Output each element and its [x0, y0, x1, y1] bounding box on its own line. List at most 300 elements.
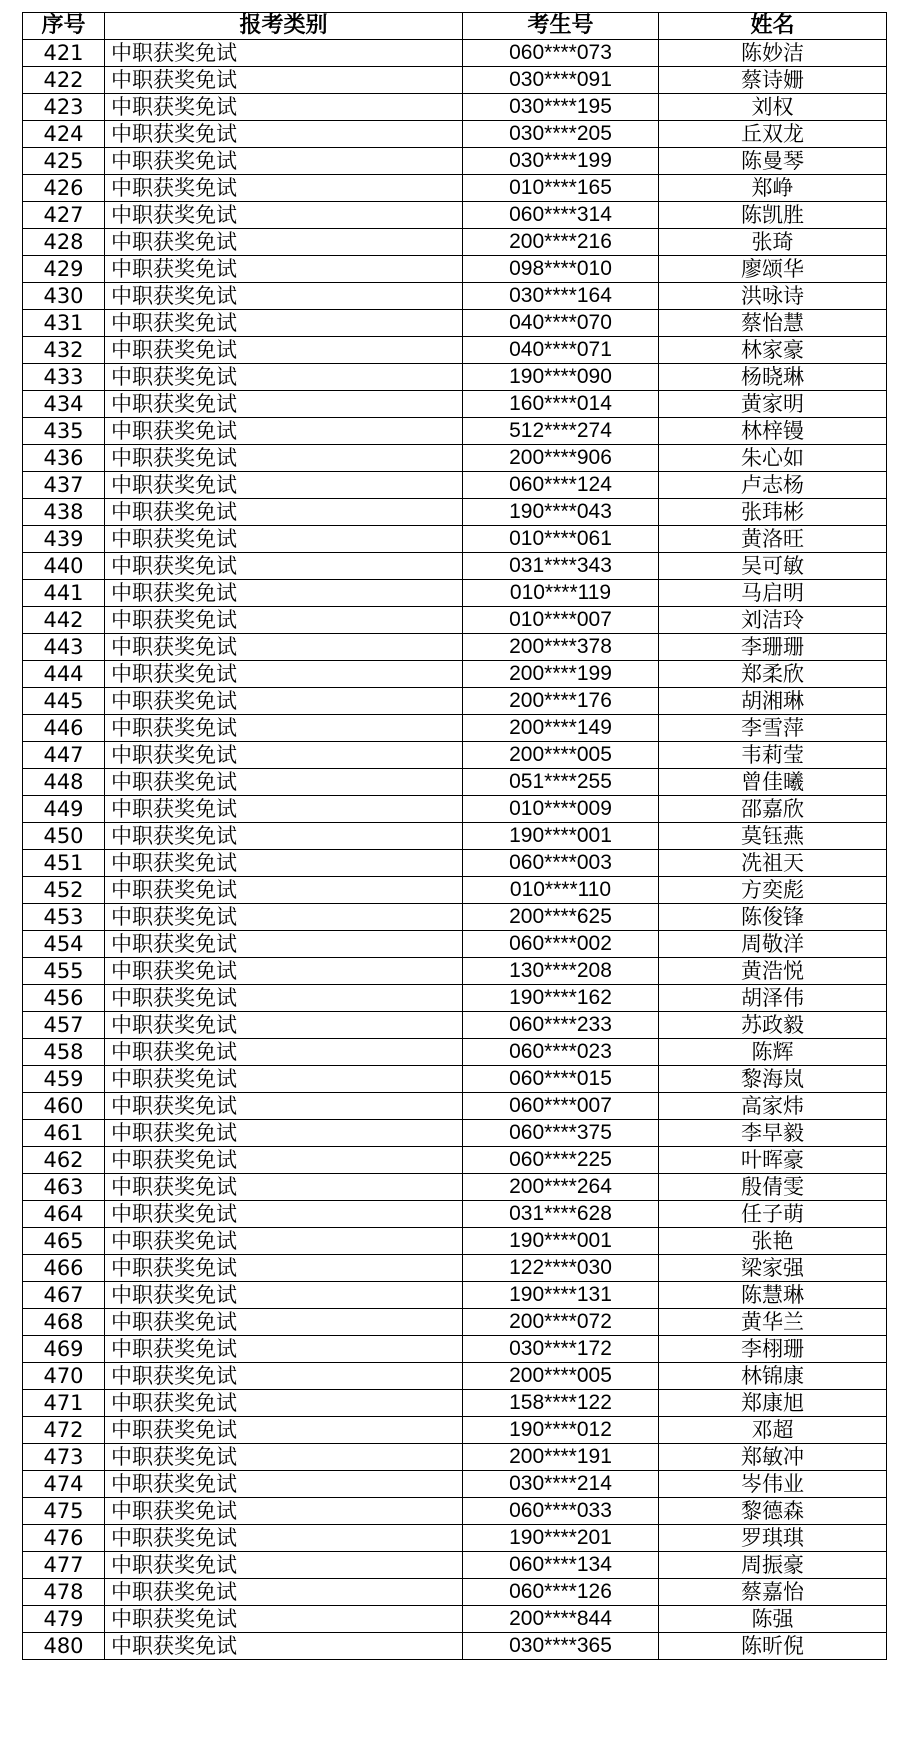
exam-category-cell: 中职获奖免试 — [105, 688, 463, 715]
table-row — [23, 202, 887, 229]
exam-category-cell: 中职获奖免试 — [105, 283, 463, 310]
candidate-number-cell: 060****007 — [463, 1093, 659, 1120]
table-body — [23, 40, 887, 1660]
table-row — [23, 1525, 887, 1552]
name-cell: 胡湘琳 — [659, 688, 887, 715]
table-row — [23, 607, 887, 634]
serial-number-cell: 458 — [23, 1039, 105, 1066]
name-cell: 张琦 — [659, 229, 887, 256]
table-row — [23, 1552, 887, 1579]
exam-category-cell: 中职获奖免试 — [105, 580, 463, 607]
candidate-number-cell: 190****162 — [463, 985, 659, 1012]
candidate-number-cell: 060****126 — [463, 1579, 659, 1606]
table-row — [23, 283, 887, 310]
table-row — [23, 229, 887, 256]
serial-number-cell: 437 — [23, 472, 105, 499]
serial-number-cell: 466 — [23, 1255, 105, 1282]
name-cell: 林锦康 — [659, 1363, 887, 1390]
name-cell: 蔡怡慧 — [659, 310, 887, 337]
candidate-number-cell: 031****628 — [463, 1201, 659, 1228]
name-cell: 莫钰燕 — [659, 823, 887, 850]
name-cell: 黄浩悦 — [659, 958, 887, 985]
name-cell: 任子萌 — [659, 1201, 887, 1228]
exam-category-cell: 中职获奖免试 — [105, 229, 463, 256]
serial-number-cell: 463 — [23, 1174, 105, 1201]
header-serial-number: 序号 — [23, 13, 105, 40]
exam-category-cell: 中职获奖免试 — [105, 1039, 463, 1066]
name-cell: 李雪萍 — [659, 715, 887, 742]
exam-category-cell: 中职获奖免试 — [105, 1363, 463, 1390]
candidate-number-cell: 051****255 — [463, 769, 659, 796]
serial-number-cell: 469 — [23, 1336, 105, 1363]
table-row — [23, 1309, 887, 1336]
exam-category-cell: 中职获奖免试 — [105, 364, 463, 391]
candidate-number-cell: 030****195 — [463, 94, 659, 121]
name-cell: 朱心如 — [659, 445, 887, 472]
serial-number-cell: 430 — [23, 283, 105, 310]
serial-number-cell: 475 — [23, 1498, 105, 1525]
candidate-table — [22, 12, 887, 1660]
table-row — [23, 499, 887, 526]
candidate-number-cell: 060****002 — [463, 931, 659, 958]
name-cell: 邵嘉欣 — [659, 796, 887, 823]
table-row — [23, 1039, 887, 1066]
table-row — [23, 688, 887, 715]
name-cell: 胡泽伟 — [659, 985, 887, 1012]
name-cell: 梁家强 — [659, 1255, 887, 1282]
candidate-number-cell: 200****625 — [463, 904, 659, 931]
exam-category-cell: 中职获奖免试 — [105, 1120, 463, 1147]
candidate-number-cell: 030****365 — [463, 1633, 659, 1660]
serial-number-cell: 468 — [23, 1309, 105, 1336]
name-cell: 周振豪 — [659, 1552, 887, 1579]
candidate-number-cell: 190****201 — [463, 1525, 659, 1552]
serial-number-cell: 450 — [23, 823, 105, 850]
candidate-number-cell: 200****005 — [463, 1363, 659, 1390]
serial-number-cell: 451 — [23, 850, 105, 877]
candidate-number-cell: 200****378 — [463, 634, 659, 661]
table-row — [23, 121, 887, 148]
serial-number-cell: 476 — [23, 1525, 105, 1552]
table-row — [23, 1282, 887, 1309]
table-row — [23, 445, 887, 472]
exam-category-cell: 中职获奖免试 — [105, 202, 463, 229]
candidate-number-cell: 200****191 — [463, 1444, 659, 1471]
serial-number-cell: 464 — [23, 1201, 105, 1228]
serial-number-cell: 473 — [23, 1444, 105, 1471]
name-cell: 叶晖豪 — [659, 1147, 887, 1174]
exam-category-cell: 中职获奖免试 — [105, 1255, 463, 1282]
candidate-number-cell: 200****216 — [463, 229, 659, 256]
name-cell: 陈曼琴 — [659, 148, 887, 175]
candidate-number-cell: 040****071 — [463, 337, 659, 364]
serial-number-cell: 436 — [23, 445, 105, 472]
serial-number-cell: 429 — [23, 256, 105, 283]
name-cell: 陈辉 — [659, 1039, 887, 1066]
candidate-number-cell: 060****023 — [463, 1039, 659, 1066]
candidate-number-cell: 200****906 — [463, 445, 659, 472]
name-cell: 刘洁玲 — [659, 607, 887, 634]
exam-category-cell: 中职获奖免试 — [105, 1390, 463, 1417]
name-cell: 邓超 — [659, 1417, 887, 1444]
exam-category-cell: 中职获奖免试 — [105, 1282, 463, 1309]
serial-number-cell: 447 — [23, 742, 105, 769]
candidate-number-cell: 190****090 — [463, 364, 659, 391]
candidate-number-cell: 040****070 — [463, 310, 659, 337]
name-cell: 郑敏冲 — [659, 1444, 887, 1471]
serial-number-cell: 459 — [23, 1066, 105, 1093]
exam-category-cell: 中职获奖免试 — [105, 1201, 463, 1228]
serial-number-cell: 454 — [23, 931, 105, 958]
exam-category-cell: 中职获奖免试 — [105, 1552, 463, 1579]
exam-category-cell: 中职获奖免试 — [105, 1336, 463, 1363]
name-cell: 韦莉莹 — [659, 742, 887, 769]
exam-category-cell: 中职获奖免试 — [105, 1417, 463, 1444]
candidate-number-cell: 158****122 — [463, 1390, 659, 1417]
candidate-number-cell: 010****007 — [463, 607, 659, 634]
serial-number-cell: 428 — [23, 229, 105, 256]
name-cell: 陈妙洁 — [659, 40, 887, 67]
candidate-number-cell: 060****375 — [463, 1120, 659, 1147]
exam-category-cell: 中职获奖免试 — [105, 634, 463, 661]
name-cell: 刘权 — [659, 94, 887, 121]
table-row — [23, 1093, 887, 1120]
name-cell: 陈强 — [659, 1606, 887, 1633]
exam-category-cell: 中职获奖免试 — [105, 1093, 463, 1120]
name-cell: 蔡诗姗 — [659, 67, 887, 94]
table-row — [23, 1120, 887, 1147]
name-cell: 殷倩雯 — [659, 1174, 887, 1201]
name-cell: 周敬洋 — [659, 931, 887, 958]
exam-category-cell: 中职获奖免试 — [105, 1228, 463, 1255]
serial-number-cell: 445 — [23, 688, 105, 715]
table-row — [23, 958, 887, 985]
serial-number-cell: 421 — [23, 40, 105, 67]
exam-category-cell: 中职获奖免试 — [105, 1498, 463, 1525]
candidate-number-cell: 200****149 — [463, 715, 659, 742]
exam-category-cell: 中职获奖免试 — [105, 553, 463, 580]
serial-number-cell: 442 — [23, 607, 105, 634]
exam-category-cell: 中职获奖免试 — [105, 1444, 463, 1471]
exam-category-cell: 中职获奖免试 — [105, 715, 463, 742]
serial-number-cell: 461 — [23, 1120, 105, 1147]
table-row — [23, 1417, 887, 1444]
candidate-number-cell: 030****164 — [463, 283, 659, 310]
exam-category-cell: 中职获奖免试 — [105, 337, 463, 364]
candidate-number-cell: 060****124 — [463, 472, 659, 499]
name-cell: 陈俊锋 — [659, 904, 887, 931]
candidate-number-cell: 060****003 — [463, 850, 659, 877]
serial-number-cell: 462 — [23, 1147, 105, 1174]
exam-category-cell: 中职获奖免试 — [105, 418, 463, 445]
candidate-number-cell: 190****012 — [463, 1417, 659, 1444]
exam-category-cell: 中职获奖免试 — [105, 1309, 463, 1336]
name-cell: 吴可敏 — [659, 553, 887, 580]
serial-number-cell: 480 — [23, 1633, 105, 1660]
serial-number-cell: 427 — [23, 202, 105, 229]
serial-number-cell: 460 — [23, 1093, 105, 1120]
exam-category-cell: 中职获奖免试 — [105, 796, 463, 823]
name-cell: 马启明 — [659, 580, 887, 607]
exam-category-cell: 中职获奖免试 — [105, 445, 463, 472]
name-cell: 丘双龙 — [659, 121, 887, 148]
exam-category-cell: 中职获奖免试 — [105, 526, 463, 553]
name-cell: 林家豪 — [659, 337, 887, 364]
serial-number-cell: 434 — [23, 391, 105, 418]
candidate-number-cell: 200****264 — [463, 1174, 659, 1201]
exam-category-cell: 中职获奖免试 — [105, 1633, 463, 1660]
name-cell: 李早毅 — [659, 1120, 887, 1147]
exam-category-cell: 中职获奖免试 — [105, 148, 463, 175]
serial-number-cell: 465 — [23, 1228, 105, 1255]
table-row — [23, 796, 887, 823]
name-cell: 黎海岚 — [659, 1066, 887, 1093]
exam-category-cell: 中职获奖免试 — [105, 67, 463, 94]
name-cell: 黄洛旺 — [659, 526, 887, 553]
candidate-number-cell: 190****043 — [463, 499, 659, 526]
table-row — [23, 877, 887, 904]
candidate-number-cell: 200****005 — [463, 742, 659, 769]
serial-number-cell: 423 — [23, 94, 105, 121]
table-row — [23, 175, 887, 202]
table-row — [23, 769, 887, 796]
header-candidate-number: 考生号 — [463, 13, 659, 40]
serial-number-cell: 479 — [23, 1606, 105, 1633]
exam-category-cell: 中职获奖免试 — [105, 931, 463, 958]
header-name: 姓名 — [659, 13, 887, 40]
table-row — [23, 715, 887, 742]
exam-category-cell: 中职获奖免试 — [105, 1012, 463, 1039]
candidate-number-cell: 010****061 — [463, 526, 659, 553]
name-cell: 陈凯胜 — [659, 202, 887, 229]
name-cell: 张艳 — [659, 1228, 887, 1255]
name-cell: 郑康旭 — [659, 1390, 887, 1417]
table-row — [23, 67, 887, 94]
exam-category-cell: 中职获奖免试 — [105, 607, 463, 634]
serial-number-cell: 472 — [23, 1417, 105, 1444]
serial-number-cell: 448 — [23, 769, 105, 796]
name-cell: 廖颂华 — [659, 256, 887, 283]
serial-number-cell: 435 — [23, 418, 105, 445]
serial-number-cell: 446 — [23, 715, 105, 742]
table-row — [23, 337, 887, 364]
serial-number-cell: 453 — [23, 904, 105, 931]
serial-number-cell: 444 — [23, 661, 105, 688]
name-cell: 李珊珊 — [659, 634, 887, 661]
exam-category-cell: 中职获奖免试 — [105, 1579, 463, 1606]
serial-number-cell: 449 — [23, 796, 105, 823]
name-cell: 蔡嘉怡 — [659, 1579, 887, 1606]
table-row — [23, 1174, 887, 1201]
serial-number-cell: 457 — [23, 1012, 105, 1039]
table-row — [23, 742, 887, 769]
exam-category-cell: 中职获奖免试 — [105, 472, 463, 499]
serial-number-cell: 439 — [23, 526, 105, 553]
candidate-number-cell: 030****214 — [463, 1471, 659, 1498]
name-cell: 罗琪琪 — [659, 1525, 887, 1552]
exam-category-cell: 中职获奖免试 — [105, 1174, 463, 1201]
table-row — [23, 1390, 887, 1417]
exam-category-cell: 中职获奖免试 — [105, 1147, 463, 1174]
exam-category-cell: 中职获奖免试 — [105, 1066, 463, 1093]
table-row — [23, 1336, 887, 1363]
table-row — [23, 1606, 887, 1633]
table-row — [23, 1444, 887, 1471]
table-row — [23, 310, 887, 337]
serial-number-cell: 432 — [23, 337, 105, 364]
name-cell: 林梓镘 — [659, 418, 887, 445]
candidate-number-cell: 060****233 — [463, 1012, 659, 1039]
candidate-number-cell: 060****033 — [463, 1498, 659, 1525]
candidate-number-cell: 060****073 — [463, 40, 659, 67]
candidate-number-cell: 200****844 — [463, 1606, 659, 1633]
serial-number-cell: 470 — [23, 1363, 105, 1390]
candidate-number-cell: 030****199 — [463, 148, 659, 175]
table-row — [23, 904, 887, 931]
candidate-number-cell: 200****199 — [463, 661, 659, 688]
exam-category-cell: 中职获奖免试 — [105, 769, 463, 796]
candidate-number-cell: 130****208 — [463, 958, 659, 985]
name-cell: 杨晓琳 — [659, 364, 887, 391]
header-exam-category: 报考类别 — [105, 13, 463, 40]
name-cell: 陈慧琳 — [659, 1282, 887, 1309]
table-row — [23, 1471, 887, 1498]
table-row — [23, 1147, 887, 1174]
exam-category-cell: 中职获奖免试 — [105, 1471, 463, 1498]
candidate-number-cell: 030****205 — [463, 121, 659, 148]
candidate-number-cell: 200****072 — [463, 1309, 659, 1336]
name-cell: 卢志杨 — [659, 472, 887, 499]
table-row — [23, 1633, 887, 1660]
exam-category-cell: 中职获奖免试 — [105, 175, 463, 202]
exam-category-cell: 中职获奖免试 — [105, 499, 463, 526]
candidate-number-cell: 010****110 — [463, 877, 659, 904]
candidate-number-cell: 122****030 — [463, 1255, 659, 1282]
serial-number-cell: 422 — [23, 67, 105, 94]
name-cell: 苏政毅 — [659, 1012, 887, 1039]
name-cell: 郑峥 — [659, 175, 887, 202]
serial-number-cell: 438 — [23, 499, 105, 526]
exam-category-cell: 中职获奖免试 — [105, 742, 463, 769]
exam-category-cell: 中职获奖免试 — [105, 850, 463, 877]
name-cell: 李栩珊 — [659, 1336, 887, 1363]
candidate-number-cell: 030****172 — [463, 1336, 659, 1363]
header-row — [23, 13, 887, 40]
exam-category-cell: 中职获奖免试 — [105, 985, 463, 1012]
name-cell: 陈昕倪 — [659, 1633, 887, 1660]
serial-number-cell: 477 — [23, 1552, 105, 1579]
candidate-number-cell: 031****343 — [463, 553, 659, 580]
candidate-number-cell: 098****010 — [463, 256, 659, 283]
table-row — [23, 850, 887, 877]
candidate-number-cell: 190****001 — [463, 1228, 659, 1255]
table-header — [23, 13, 887, 40]
exam-category-cell: 中职获奖免试 — [105, 121, 463, 148]
serial-number-cell: 425 — [23, 148, 105, 175]
table-row — [23, 418, 887, 445]
candidate-number-cell: 060****314 — [463, 202, 659, 229]
table-row — [23, 580, 887, 607]
table-row — [23, 94, 887, 121]
exam-category-cell: 中职获奖免试 — [105, 1606, 463, 1633]
name-cell: 高家炜 — [659, 1093, 887, 1120]
candidate-number-cell: 190****131 — [463, 1282, 659, 1309]
table-row — [23, 148, 887, 175]
exam-category-cell: 中职获奖免试 — [105, 1525, 463, 1552]
exam-category-cell: 中职获奖免试 — [105, 94, 463, 121]
candidate-number-cell: 060****134 — [463, 1552, 659, 1579]
exam-category-cell: 中职获奖免试 — [105, 877, 463, 904]
exam-category-cell: 中职获奖免试 — [105, 310, 463, 337]
name-cell: 曾佳曦 — [659, 769, 887, 796]
candidate-number-cell: 010****165 — [463, 175, 659, 202]
candidate-number-cell: 010****009 — [463, 796, 659, 823]
name-cell: 方奕彪 — [659, 877, 887, 904]
serial-number-cell: 443 — [23, 634, 105, 661]
candidate-number-cell: 512****274 — [463, 418, 659, 445]
candidate-number-cell: 060****015 — [463, 1066, 659, 1093]
table-row — [23, 364, 887, 391]
candidate-number-cell: 030****091 — [463, 67, 659, 94]
serial-number-cell: 424 — [23, 121, 105, 148]
serial-number-cell: 426 — [23, 175, 105, 202]
candidate-number-cell: 200****176 — [463, 688, 659, 715]
serial-number-cell: 467 — [23, 1282, 105, 1309]
serial-number-cell: 441 — [23, 580, 105, 607]
candidate-number-cell: 160****014 — [463, 391, 659, 418]
serial-number-cell: 452 — [23, 877, 105, 904]
name-cell: 黄华兰 — [659, 1309, 887, 1336]
name-cell: 张玮彬 — [659, 499, 887, 526]
table-row — [23, 40, 887, 67]
serial-number-cell: 433 — [23, 364, 105, 391]
serial-number-cell: 455 — [23, 958, 105, 985]
table-row — [23, 985, 887, 1012]
name-cell: 洪咏诗 — [659, 283, 887, 310]
serial-number-cell: 478 — [23, 1579, 105, 1606]
candidate-number-cell: 190****001 — [463, 823, 659, 850]
serial-number-cell: 440 — [23, 553, 105, 580]
table-row — [23, 661, 887, 688]
exam-category-cell: 中职获奖免试 — [105, 823, 463, 850]
table-row — [23, 823, 887, 850]
name-cell: 冼祖天 — [659, 850, 887, 877]
table-row — [23, 1363, 887, 1390]
table-row — [23, 1228, 887, 1255]
table-row — [23, 256, 887, 283]
table-row — [23, 634, 887, 661]
table-row — [23, 1255, 887, 1282]
table-row — [23, 391, 887, 418]
exam-category-cell: 中职获奖免试 — [105, 256, 463, 283]
table-row — [23, 553, 887, 580]
name-cell: 郑柔欣 — [659, 661, 887, 688]
serial-number-cell: 431 — [23, 310, 105, 337]
exam-category-cell: 中职获奖免试 — [105, 391, 463, 418]
name-cell: 黄家明 — [659, 391, 887, 418]
table-row — [23, 1201, 887, 1228]
table-row — [23, 1066, 887, 1093]
exam-category-cell: 中职获奖免试 — [105, 661, 463, 688]
serial-number-cell: 474 — [23, 1471, 105, 1498]
exam-category-cell: 中职获奖免试 — [105, 904, 463, 931]
table-row — [23, 1012, 887, 1039]
serial-number-cell: 456 — [23, 985, 105, 1012]
name-cell: 岑伟业 — [659, 1471, 887, 1498]
candidate-number-cell: 060****225 — [463, 1147, 659, 1174]
candidate-number-cell: 010****119 — [463, 580, 659, 607]
exam-category-cell: 中职获奖免试 — [105, 40, 463, 67]
